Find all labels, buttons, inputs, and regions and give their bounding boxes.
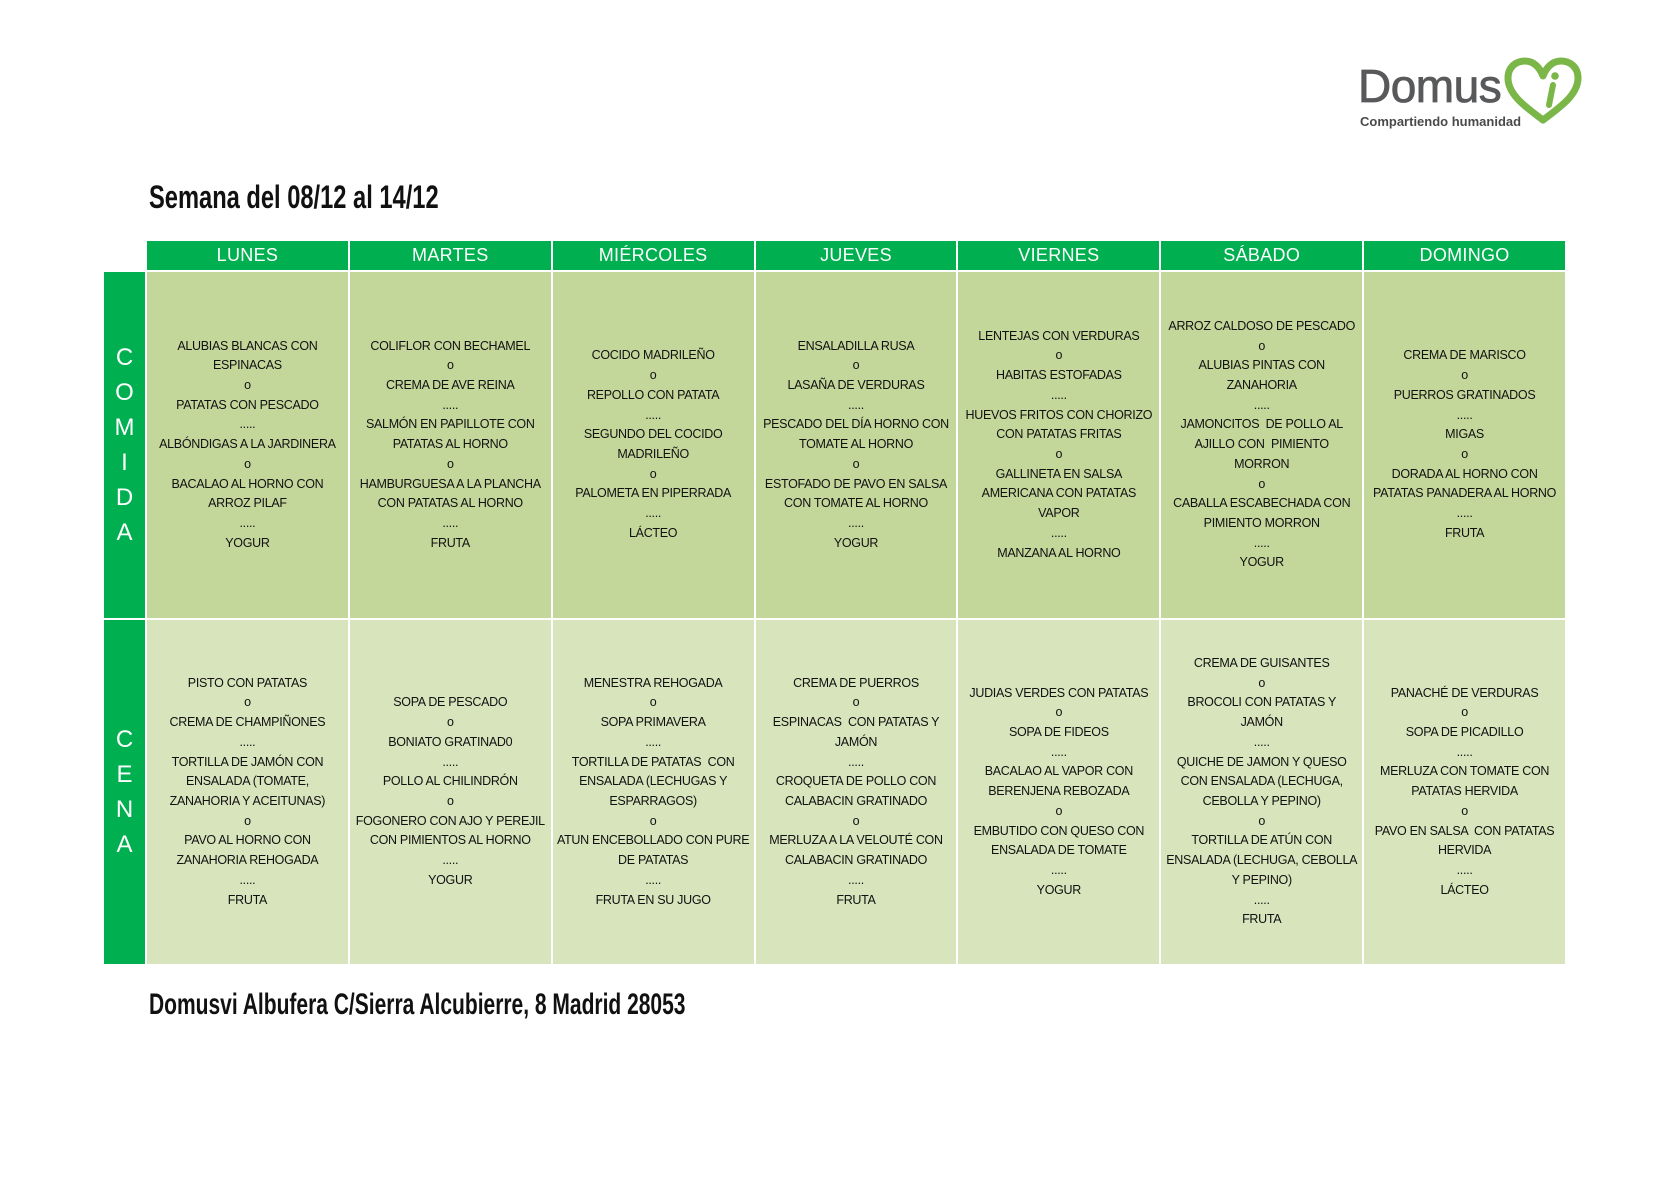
- dish-name: TOMATE AL HORNO: [798, 437, 914, 452]
- course-separator: .....: [442, 397, 459, 412]
- or-separator: o: [852, 695, 860, 710]
- dish-name: YOGUR: [428, 872, 473, 887]
- dish-name: YOGUR: [1239, 555, 1284, 570]
- or-separator: o: [1461, 803, 1468, 818]
- dish-name: PESCADO DEL DÍA HORNO CON: [763, 417, 949, 432]
- dish-name: CABALLA ESCABECHADA CON: [1173, 496, 1351, 511]
- day-header-martes: MARTES: [350, 241, 551, 270]
- course-separator: .....: [848, 397, 864, 412]
- course-separator: .....: [239, 872, 256, 887]
- dish-name: HAMBURGUESA A LA PLANCHA: [359, 476, 541, 491]
- course-separator: .....: [645, 734, 662, 749]
- dish-name: BACALAO AL VAPOR CON: [984, 764, 1133, 779]
- or-separator: o: [1055, 705, 1063, 720]
- or-separator: o: [446, 456, 454, 471]
- dish-name: YOGUR: [833, 535, 879, 550]
- dish-name: ALUBIAS BLANCAS CON: [177, 338, 318, 353]
- or-separator: o: [1055, 447, 1063, 461]
- dish-name: ENSALADILLA RUSA: [797, 338, 915, 353]
- dish-name: ENSALADA (TOMATE,: [185, 774, 309, 789]
- course-separator: .....: [1253, 734, 1270, 749]
- dish-name: SALMÓN EN PAPILLOTE CON: [365, 417, 535, 432]
- dish-name: PAVO AL HORNO CON: [184, 833, 311, 848]
- dish-name: FRUTA: [430, 535, 470, 550]
- dish-name: HUEVOS FRITOS CON CHORIZO: [965, 407, 1153, 422]
- day-header-miercoles: MIÉRCOLES: [553, 241, 754, 270]
- logo-i-dot: [1551, 72, 1559, 80]
- menu-grid: [104, 241, 1565, 964]
- menu-cell-comida-lunes: [147, 272, 348, 618]
- course-separator: .....: [848, 872, 864, 887]
- or-separator: o: [446, 715, 454, 730]
- dish-name: CREMA DE GUISANTES: [1193, 656, 1330, 671]
- week-title: Semana del 08/12 al 14/12: [149, 179, 439, 215]
- dish-name: ARROZ CALDOSO DE PESCADO: [1168, 318, 1355, 333]
- dish-name: MADRILEÑO: [617, 447, 689, 461]
- dish-name: TORTILLA DE PATATAS CON: [571, 754, 735, 769]
- course-separator: .....: [239, 734, 256, 749]
- meal-label-cena: [104, 620, 145, 964]
- or-separator: o: [852, 456, 860, 471]
- dish-name: YOGUR: [225, 535, 270, 550]
- dish-name: FRUTA EN SU JUGO: [595, 892, 711, 907]
- dish-name: PISTO CON PATATAS: [187, 675, 308, 690]
- menu-cell-comida-martes: [350, 272, 551, 618]
- course-separator: .....: [1456, 506, 1473, 521]
- dish-name: VAPOR: [1038, 506, 1080, 521]
- menu-cell-cena-sabado: [1161, 620, 1362, 964]
- dish-name: PATATAS HERVIDA: [1411, 784, 1518, 799]
- or-separator: o: [1258, 476, 1266, 491]
- dish-name: JUDIAS VERDES CON PATATAS: [969, 685, 1149, 700]
- course-separator: .....: [239, 515, 256, 530]
- dish-name: AMERICANA CON PATATAS: [981, 486, 1137, 501]
- grid-corner: [104, 241, 145, 270]
- dish-name: CON TOMATE AL HORNO: [784, 496, 928, 511]
- dish-name: ALBÓNDIGAS A LA JARDINERA: [159, 437, 336, 452]
- dish-name: ESPINACAS CON PATATAS Y: [772, 715, 940, 730]
- or-separator: o: [1461, 447, 1468, 461]
- dish-name: CALABACIN GRATINADO: [784, 853, 927, 868]
- logo-wordmark: Domus: [1358, 60, 1502, 112]
- dish-name: MERLUZA CON TOMATE CON: [1380, 764, 1550, 779]
- or-separator: o: [649, 466, 657, 481]
- or-separator: o: [1461, 705, 1468, 720]
- dish-name: MIGAS: [1445, 427, 1484, 442]
- or-separator: o: [1055, 803, 1063, 818]
- dish-name: PATATAS CON PESCADO: [176, 397, 319, 412]
- course-separator: .....: [1050, 744, 1067, 759]
- dish-name: CON PIMIENTOS AL HORNO: [369, 833, 531, 848]
- or-separator: o: [446, 794, 454, 808]
- dish-name: COLIFLOR CON BECHAMEL: [370, 338, 531, 353]
- dish-name: JAMONCITOS DE POLLO AL: [1180, 417, 1343, 432]
- dish-name: PAVO EN SALSA CON PATATAS: [1374, 823, 1555, 838]
- dish-name: DE PATATAS: [618, 853, 689, 868]
- dish-name: ATUN ENCEBOLLADO CON PURE: [556, 833, 750, 848]
- dish-name: CON ENSALADA (LECHUGA,: [1180, 774, 1343, 789]
- course-separator: .....: [239, 417, 256, 432]
- course-separator: .....: [645, 407, 662, 422]
- meal-label-comida: [104, 272, 145, 618]
- or-separator: o: [244, 378, 251, 393]
- dish-name: BACALAO AL HORNO CON: [171, 476, 324, 491]
- course-separator: .....: [1456, 407, 1473, 422]
- or-separator: o: [649, 695, 657, 710]
- dish-name: FRUTA: [1242, 912, 1282, 927]
- day-header-sabado: SÁBADO: [1161, 241, 1362, 270]
- dish-name: POLLO AL CHILINDRÓN: [382, 774, 518, 789]
- menu-cell-comida-jueves: [756, 272, 957, 618]
- dish-name: ESPINACAS: [212, 358, 282, 373]
- or-separator: o: [1258, 813, 1266, 828]
- dish-name: EMBUTIDO CON QUESO CON: [973, 823, 1145, 838]
- dish-name: MANZANA AL HORNO: [997, 545, 1121, 560]
- menu-cell-cena-domingo: [1364, 620, 1565, 964]
- dish-name: PUERROS GRATINADOS: [1393, 387, 1536, 402]
- dish-name: ZANAHORIA: [1226, 378, 1297, 393]
- dish-name: BONIATO GRATINAD0: [388, 734, 513, 749]
- dish-name: BROCOLI CON PATATAS Y: [1187, 695, 1336, 710]
- or-separator: o: [1055, 348, 1063, 363]
- or-separator: o: [852, 358, 860, 373]
- course-separator: .....: [1050, 525, 1067, 540]
- day-header-lunes: LUNES: [147, 241, 348, 270]
- dish-name: HERVIDA: [1437, 843, 1492, 858]
- dish-name: LÁCTEO: [1440, 882, 1489, 897]
- dish-name: ESTOFADO DE PAVO EN SALSA: [764, 476, 948, 491]
- or-separator: o: [1461, 368, 1468, 383]
- dish-name: COCIDO MADRILEÑO: [591, 348, 715, 363]
- dish-name: Y PEPINO): [1231, 872, 1292, 887]
- or-separator: o: [446, 358, 454, 373]
- dish-name: PALOMETA EN PIPERRADA: [575, 486, 732, 501]
- day-header-viernes: VIERNES: [958, 241, 1159, 270]
- course-separator: .....: [442, 853, 459, 868]
- dish-name: ENSALADA DE TOMATE: [991, 843, 1127, 858]
- menu-cell-cena-miercoles: [553, 620, 754, 964]
- dish-name: HABITAS ESTOFADAS: [995, 368, 1122, 383]
- dish-name: CROQUETA DE POLLO CON: [775, 774, 937, 789]
- course-separator: .....: [1253, 535, 1270, 550]
- dish-name: YOGUR: [1036, 882, 1082, 897]
- logo-i-stem: [1549, 85, 1553, 105]
- dish-name: SOPA DE FIDEOS: [1008, 725, 1109, 740]
- menu-cell-cena-viernes: [958, 620, 1159, 964]
- course-separator: .....: [1253, 892, 1270, 907]
- dish-name: ZANAHORIA REHOGADA: [176, 853, 319, 868]
- or-separator: o: [244, 456, 251, 471]
- dish-name: FOGONERO CON AJO Y PEREJIL: [355, 813, 545, 828]
- dish-name: MERLUZA A LA VELOUTÉ CON: [769, 833, 943, 848]
- dish-name: ENSALADA (LECHUGA, CEBOLLA: [1166, 853, 1358, 868]
- day-header-jueves: JUEVES: [756, 241, 957, 270]
- dish-name: GALLINETA EN SALSA: [995, 466, 1123, 481]
- meal-label-text: CENA: [115, 726, 134, 858]
- dish-name: FRUTA: [1444, 525, 1485, 540]
- course-separator: .....: [442, 515, 459, 530]
- course-separator: .....: [1050, 862, 1067, 877]
- or-separator: o: [852, 813, 860, 828]
- or-separator: o: [1258, 338, 1266, 353]
- or-separator: o: [244, 695, 251, 710]
- dish-name: CON PATATAS FRITAS: [996, 427, 1122, 442]
- dish-name: MENESTRA REHOGADA: [583, 675, 723, 690]
- dish-name: AJILLO CON PIMIENTO: [1194, 437, 1329, 452]
- menu-cell-cena-lunes: [147, 620, 348, 964]
- logo-tagline: Compartiendo humanidad: [1360, 114, 1522, 129]
- dish-name: PATATAS PANADERA AL HORNO: [1373, 486, 1557, 501]
- course-separator: .....: [848, 754, 864, 769]
- heart-outline: [1508, 61, 1578, 120]
- course-separator: .....: [1456, 744, 1473, 759]
- dish-name: SOPA PRIMAVERA: [600, 715, 706, 730]
- menu-cell-comida-miercoles: [553, 272, 754, 618]
- dish-name: LÁCTEO: [629, 525, 678, 540]
- dish-name: PANACHÉ DE VERDURAS: [1390, 685, 1539, 700]
- dish-name: SOPA DE PESCADO: [393, 695, 508, 710]
- meal-label-text: COMIDA: [114, 344, 135, 546]
- dish-name: CREMA DE MARISCO: [1403, 348, 1526, 363]
- dish-name: JAMÓN: [1240, 715, 1283, 730]
- dish-name: ZANAHORIA Y ACEITUNAS): [169, 794, 326, 808]
- dish-name: CALABACIN GRATINADO: [784, 794, 927, 808]
- menu-cell-comida-viernes: [958, 272, 1159, 618]
- dish-name: ESPARRAGOS): [609, 794, 697, 808]
- menu-cell-cena-martes: [350, 620, 551, 964]
- course-separator: .....: [442, 754, 459, 769]
- dish-name: ENSALADA (LECHUGAS Y: [579, 774, 728, 789]
- dish-name: FRUTA: [836, 892, 876, 907]
- dish-name: ALUBIAS PINTAS CON: [1198, 358, 1325, 373]
- menu-cell-comida-domingo: [1364, 272, 1565, 618]
- dish-name: CREMA DE CHAMPIÑONES: [169, 715, 326, 730]
- dish-name: QUICHE DE JAMON Y QUESO: [1176, 754, 1347, 769]
- dish-name: CREMA DE PUERROS: [793, 675, 919, 690]
- course-separator: .....: [848, 515, 864, 530]
- menu-cell-comida-sabado: [1161, 272, 1362, 618]
- dish-name: CEBOLLA Y PEPINO): [1202, 794, 1321, 808]
- dish-name: TORTILLA DE JAMÓN CON: [171, 754, 324, 769]
- dish-name: JAMÓN: [834, 734, 878, 749]
- course-separator: .....: [1050, 387, 1067, 402]
- dish-name: PATATAS AL HORNO: [392, 437, 508, 452]
- dish-name: CON PATATAS AL HORNO: [377, 496, 523, 511]
- dish-name: CREMA DE AVE REINA: [386, 378, 515, 393]
- dish-name: PIMIENTO MORRON: [1203, 515, 1320, 530]
- menu-cell-cena-jueves: [756, 620, 957, 964]
- dish-name: ARROZ PILAF: [208, 496, 287, 511]
- course-separator: .....: [645, 872, 662, 887]
- or-separator: o: [649, 368, 657, 383]
- dish-name: MORRON: [1234, 456, 1290, 471]
- dish-name: REPOLLO CON PATATA: [586, 387, 720, 402]
- dish-name: LASAÑA DE VERDURAS: [787, 378, 925, 393]
- residence-address: Domusvi Albufera C/Sierra Alcubierre, 8 Madrid 28053: [149, 988, 686, 1021]
- dish-name: DORADA AL HORNO CON: [1391, 466, 1538, 481]
- or-separator: o: [244, 813, 251, 828]
- or-separator: o: [649, 813, 657, 828]
- dish-name: LENTEJAS CON VERDURAS: [978, 328, 1140, 343]
- or-separator: o: [1258, 675, 1266, 690]
- dish-name: SOPA DE PICADILLO: [1405, 725, 1524, 740]
- dish-name: BERENJENA REBOZADA: [988, 784, 1130, 799]
- course-separator: .....: [1456, 862, 1473, 877]
- dish-name: TORTILLA DE ATÚN CON: [1191, 833, 1332, 848]
- course-separator: .....: [645, 506, 662, 521]
- day-header-domingo: DOMINGO: [1364, 241, 1565, 270]
- dish-name: FRUTA: [227, 892, 268, 907]
- course-separator: .....: [1253, 397, 1270, 412]
- dish-name: SEGUNDO DEL COCIDO: [583, 427, 723, 442]
